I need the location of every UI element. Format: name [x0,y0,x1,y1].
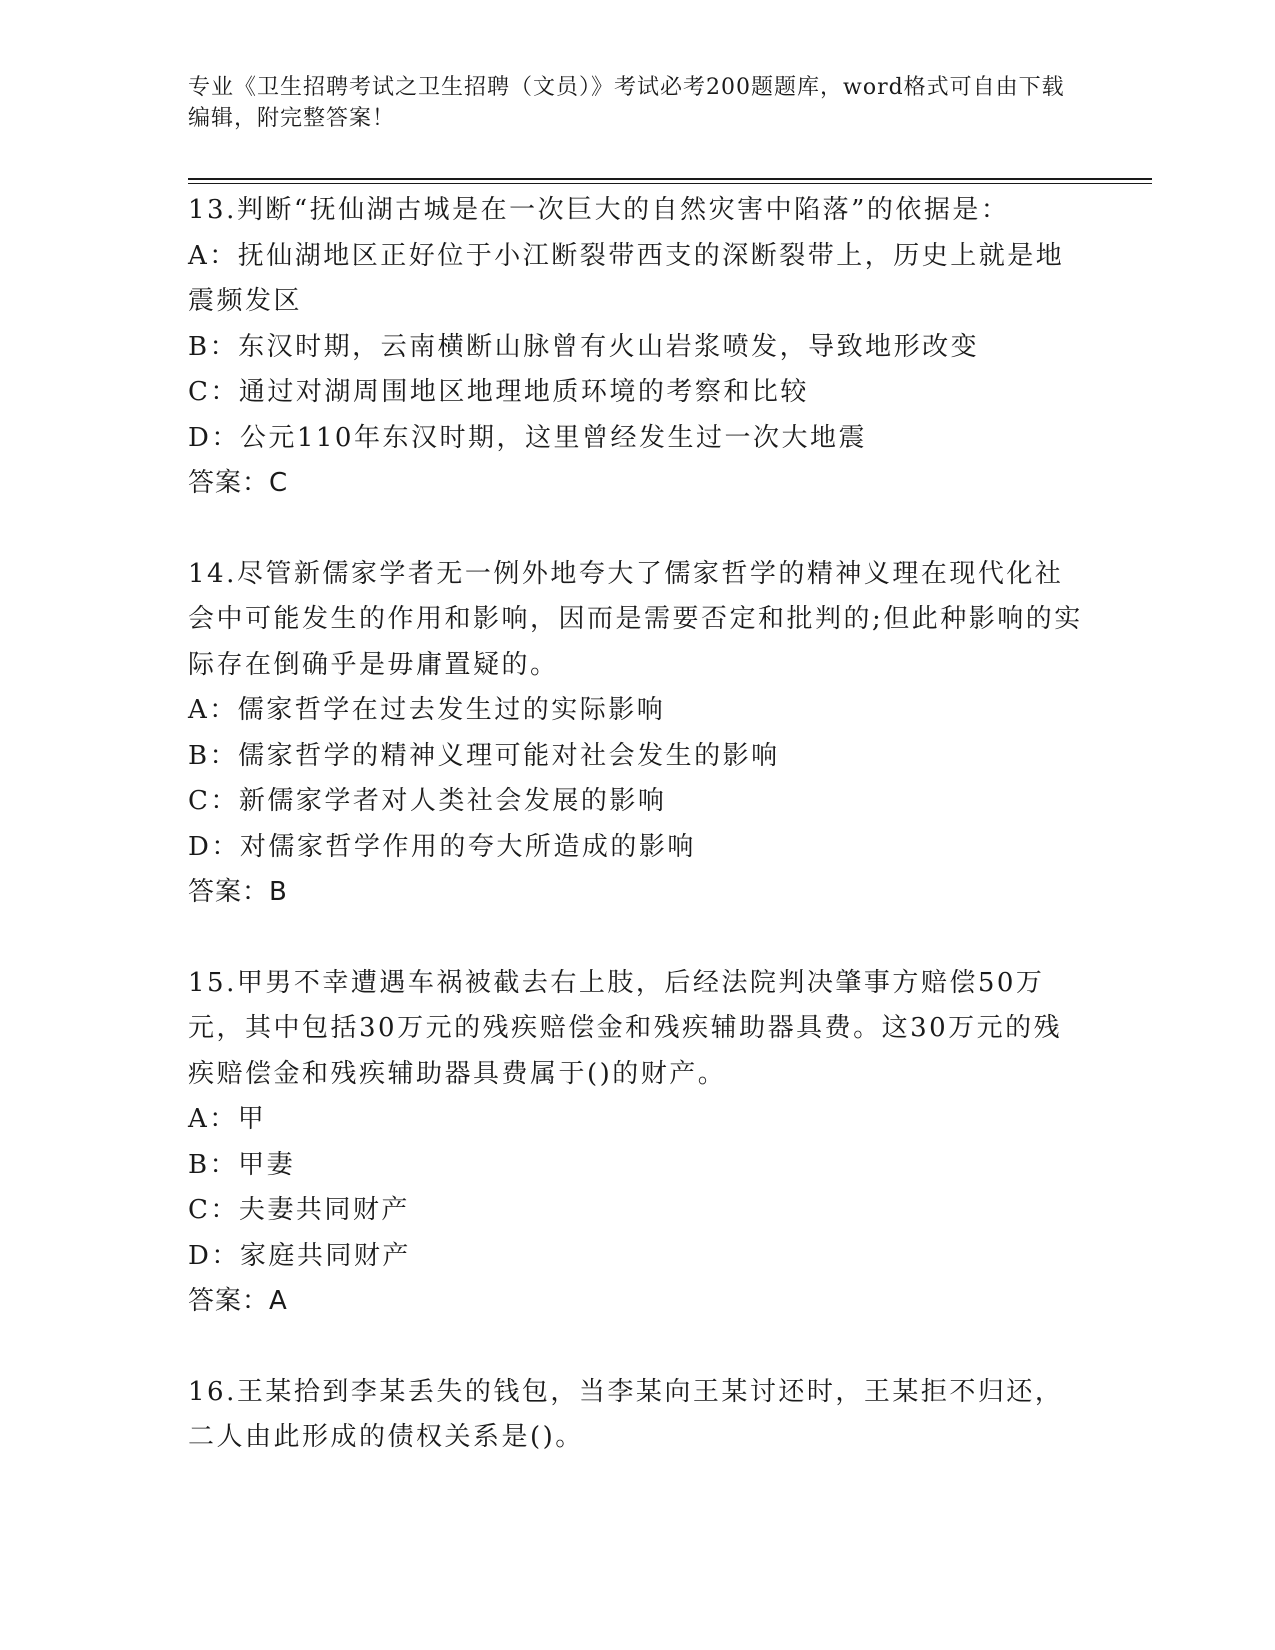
question-stem: 14.尽管新儒家学者无一例外地夸大了儒家哲学的精神义理在现代化社会中可能发生的作用和影响，因而是需要否定和批判的;但此种影响的实际存在倒确乎是毋庸置疑的。 [188,558,1083,680]
question-stem: 16.王某拾到李某丢失的钱包，当李某向王某讨还时，王某拒不归还，二人由此形成的债权关系是()。 [188,1376,1064,1452]
question-list [188,188,1088,1461]
answer-line: 答案：B [188,877,288,907]
option-c: C：新儒家学者对人类社会发展的影响 [188,786,667,816]
option-a: A：甲 [188,1104,267,1134]
option-c: C：夫妻共同财产 [188,1195,410,1225]
option-a: A：抚仙湖地区正好位于小江断裂带西支的深断裂带上，历史上就是地震频发区 [188,240,1065,316]
option-d: D：公元110年东汉时期，这里曾经发生过一次大地震 [188,422,867,453]
option-d: D：对儒家哲学作用的夸大所造成的影响 [188,831,696,862]
option-b: B：甲妻 [188,1149,296,1180]
question-15 [188,961,1088,1325]
option-c: C：通过对湖周围地区地理地质环境的考察和比较 [188,377,809,407]
question-stem: 15.甲男不幸遭遇车祸被截去右上肢，后经法院判决肇事方赔偿50万元，其中包括30万元的残疾赔偿金和残疾辅助器具费。这30万元的残疾赔偿金和残疾辅助器具费属于()的财产。 [188,967,1063,1089]
question-14 [188,552,1088,916]
document-header: 专业《卫生招聘考试之卫生招聘（文员）》考试必考200题题库，word格式可自由下载编辑，附完整答案！ [188,75,1065,131]
question-13 [188,188,1088,507]
question-stem: 13.判断“抚仙湖古城是在一次巨大的自然灾害中陷落”的依据是： [188,195,1010,225]
question-16 [188,1370,1088,1461]
option-b: B：东汉时期，云南横断山脉曾有火山岩浆喷发，导致地形改变 [188,331,980,362]
answer-line: 答案：A [188,1286,288,1316]
option-b: B：儒家哲学的精神义理可能对社会发生的影响 [188,740,780,771]
option-a: A：儒家哲学在过去发生过的实际影响 [188,695,666,725]
option-d: D：家庭共同财产 [188,1240,411,1271]
header-divider [188,178,1152,184]
answer-line: 答案：C [188,468,289,498]
